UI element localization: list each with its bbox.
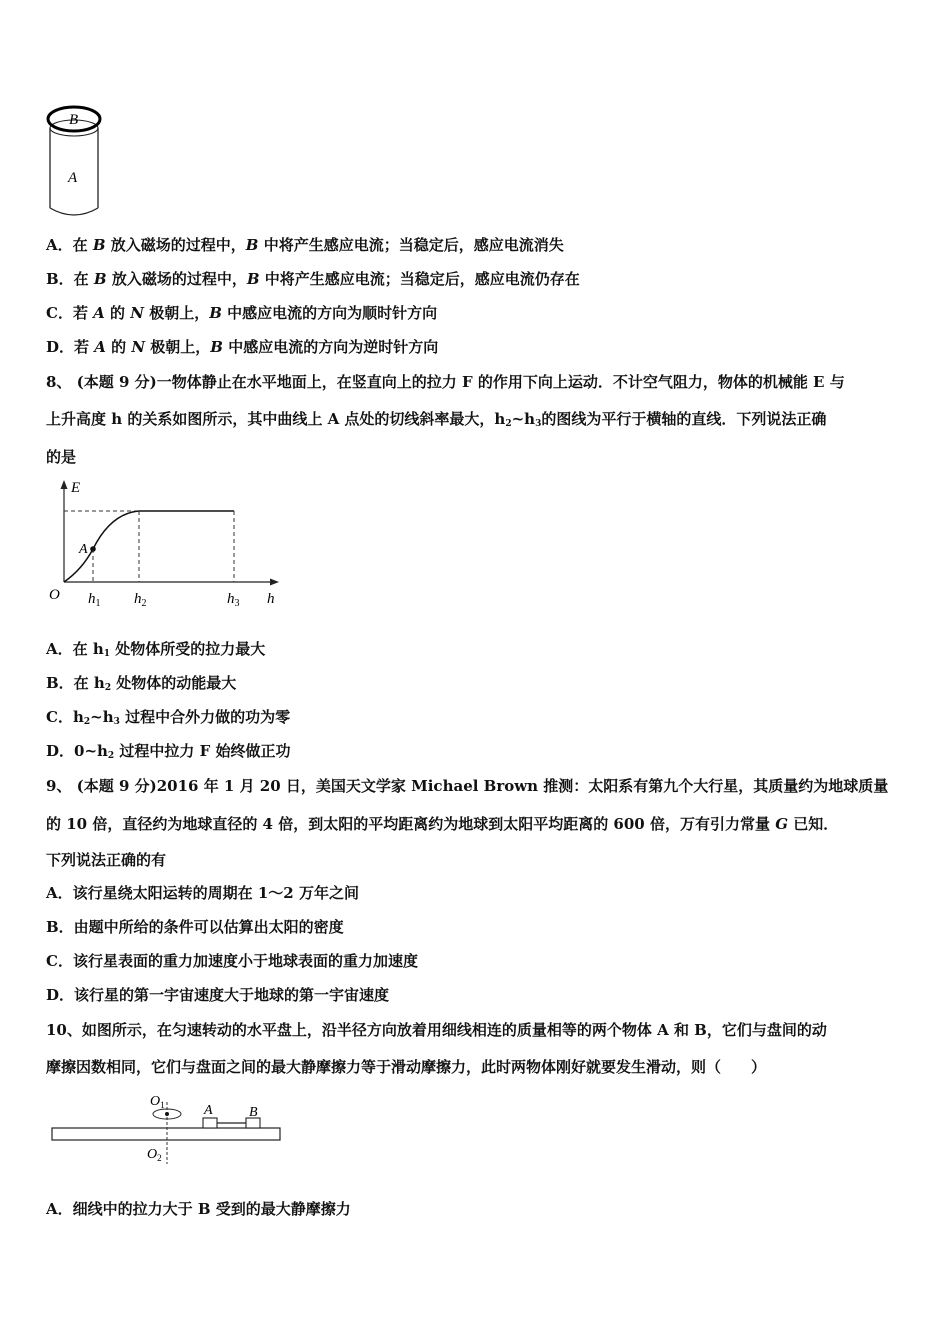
q7-option-a: A．在 B 放入磁场的过程中，B 中将产生感应电流；当稳定后，感应电流消失 — [46, 236, 564, 254]
q10-option-a: A．细线中的拉力大于 B 受到的最大静摩擦力 — [46, 1200, 351, 1218]
point-a-label: A — [79, 542, 88, 557]
h2-tick-label: $h_2$ — [134, 591, 147, 609]
point-a — [90, 546, 96, 552]
q9-stem-line2: 的 10 倍，直径约为地球直径的 4 倍，到太阳的平均距离约为地球到太阳平均距离的 600 倍，万有引力常量 G 已知． — [46, 815, 839, 833]
energy-height-graph — [44, 476, 284, 610]
q8-stem-line2: 上升高度 h 的关系如图所示，其中曲线上 A 点处的切线斜率最大，$h_2\sim h_3$的图线为平行于横轴的直线．下列说法正确 — [46, 410, 827, 429]
ring-b-label: B — [69, 112, 79, 128]
block-a-label: A — [204, 1103, 213, 1118]
q10-stem-line2: 摩擦因数相同，它们与盘面之间的最大静摩擦力等于滑动摩擦力，此时两物体刚好就要发生滑动，则（ ） — [46, 1058, 767, 1076]
q7-option-b: B．在 B 放入磁场的过程中，B 中将产生感应电流；当稳定后，感应电流仍存在 — [46, 270, 580, 288]
q8-option-c: C．$h_2\sim h_3$ 过程中合外力做的功为零 — [46, 708, 291, 727]
turntable-plate — [52, 1128, 280, 1140]
magnet-ring-figure — [40, 100, 110, 222]
q8-stem-line3: 的是 — [46, 448, 77, 466]
energy-curve — [64, 511, 234, 582]
y-axis-arrow — [61, 480, 68, 489]
h1-tick-label: $h_1$ — [88, 591, 101, 609]
x-axis-arrow — [270, 579, 279, 586]
x-axis-label: h — [267, 591, 275, 607]
q8-stem-line1: 8、 (本题 9 分)一物体静止在水平地面上，在竖直向上的拉力 F 的作用下向上运动．不计空气阻力，物体的机械能 E 与 — [46, 373, 845, 391]
q9-stem-line1: 9、 (本题 9 分)2016 年 1 月 20 日，美国天文学家 Michael Brown 推测：太阳系有第九个大行星，其质量约为地球质量 — [46, 777, 889, 795]
y-axis-label: E — [71, 480, 81, 496]
block-a — [203, 1118, 217, 1128]
o2-label: $O_2$ — [147, 1147, 162, 1163]
cylinder-bottom — [50, 208, 98, 215]
origin-label: O — [49, 587, 60, 603]
q8-option-a: A．在 $h_1$ 处物体所受的拉力最大 — [46, 640, 266, 659]
q9-option-c: C．该行星表面的重力加速度小于地球表面的重力加速度 — [46, 952, 418, 970]
q9-option-a: A．该行星绕太阳运转的周期在 1～2 万年之间 — [46, 884, 359, 902]
q7-option-d: D．若 A 的 N 极朝上，B 中感应电流的方向为逆时针方向 — [46, 338, 439, 356]
q10-stem-line1: 10、如图所示，在匀速转动的水平盘上，沿半径方向放着用细线相连的质量相等的两个物体 A 和 B，它们与盘间的动 — [46, 1021, 827, 1039]
q8-option-b: B．在 $h_2$ 处物体的动能最大 — [46, 674, 237, 693]
q9-option-d: D．该行星的第一宇宙速度大于地球的第一宇宙速度 — [46, 986, 390, 1004]
q7-option-c: C．若 A 的 N 极朝上，B 中感应电流的方向为顺时针方向 — [46, 304, 438, 322]
cylinder-a-label: A — [68, 170, 78, 186]
block-b-label: B — [249, 1105, 258, 1120]
q8-option-d: D．$0\sim h_2$ 过程中拉力 F 始终做正功 — [46, 742, 291, 761]
axis-dot — [165, 1112, 169, 1116]
q9-stem-line3: 下列说法正确的有 — [46, 851, 167, 869]
o1-label: $O_1$ — [150, 1094, 165, 1110]
turntable-figure — [46, 1090, 286, 1168]
h3-tick-label: $h_3$ — [227, 591, 240, 609]
q9-option-b: B．由题中所给的条件可以估算出太阳的密度 — [46, 918, 344, 936]
